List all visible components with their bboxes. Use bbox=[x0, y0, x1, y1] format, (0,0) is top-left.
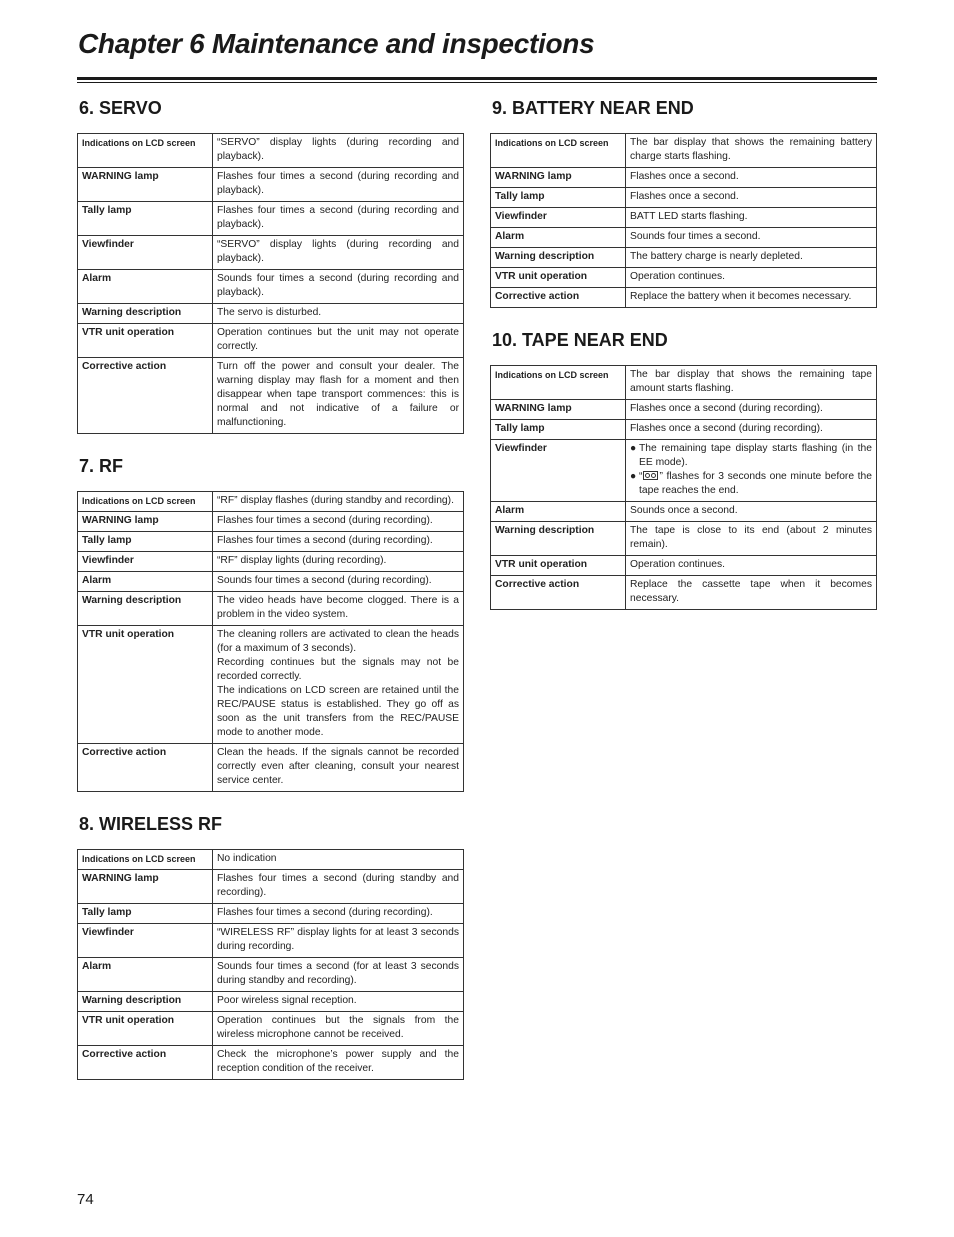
section-tape-near-end bbox=[490, 328, 877, 610]
table-row bbox=[491, 556, 877, 576]
table-row bbox=[78, 1046, 464, 1080]
row-value: Flashes once a second (during recording). bbox=[626, 420, 877, 440]
row-label: Corrective action bbox=[491, 576, 626, 610]
chapter-title: Chapter 6 Maintenance and inspections bbox=[78, 28, 595, 59]
table-row bbox=[78, 850, 464, 870]
left-column bbox=[77, 96, 464, 1100]
row-value: Sounds four times a second (during recording). bbox=[213, 572, 464, 592]
row-value: “SERVO” display lights (during recording and playback). bbox=[213, 134, 464, 168]
row-label: Viewfinder bbox=[491, 208, 626, 228]
table-row bbox=[491, 168, 877, 188]
row-label: VTR unit operation bbox=[78, 324, 213, 358]
row-value: Flashes four times a second (during recording). bbox=[213, 512, 464, 532]
row-label: Alarm bbox=[78, 270, 213, 304]
row-value: The battery charge is nearly depleted. bbox=[626, 248, 877, 268]
row-label: WARNING lamp bbox=[491, 168, 626, 188]
row-label: Corrective action bbox=[491, 288, 626, 308]
table-wireless-rf bbox=[77, 849, 464, 1080]
bullet-dot-icon: ● bbox=[630, 443, 637, 454]
row-label: Alarm bbox=[491, 228, 626, 248]
table-row bbox=[78, 168, 464, 202]
row-value: No indication bbox=[213, 850, 464, 870]
section-servo bbox=[77, 96, 464, 434]
table-servo bbox=[77, 133, 464, 434]
row-label: WARNING lamp bbox=[491, 400, 626, 420]
row-label: Indications on LCD screen bbox=[78, 850, 213, 870]
table-row bbox=[78, 572, 464, 592]
bullet-dot-icon: ● bbox=[630, 471, 637, 482]
row-label: Corrective action bbox=[78, 1046, 213, 1080]
table-row bbox=[78, 1012, 464, 1046]
row-value: Replace the cassette tape when it becomes necessary. bbox=[626, 576, 877, 610]
row-value: Clean the heads. If the signals cannot be recorded correctly even after cleaning, consult your nearest service center. bbox=[213, 744, 464, 792]
section-title-servo: 6. SERVO bbox=[79, 98, 162, 118]
row-label: Indications on LCD screen bbox=[491, 134, 626, 168]
row-value bbox=[626, 440, 877, 502]
page-number: 74 bbox=[77, 1191, 94, 1208]
row-label: Corrective action bbox=[78, 358, 213, 434]
row-label: Warning description bbox=[78, 592, 213, 626]
row-label: Viewfinder bbox=[491, 440, 626, 502]
table-battery-near-end bbox=[490, 133, 877, 308]
row-value: The bar display that shows the remaining battery charge starts flashing. bbox=[626, 134, 877, 168]
table-row bbox=[78, 358, 464, 434]
row-label: Viewfinder bbox=[78, 236, 213, 270]
table-row bbox=[78, 924, 464, 958]
section-battery-near-end bbox=[490, 96, 877, 308]
table-row bbox=[491, 288, 877, 308]
row-value: Flashes four times a second (during recording). bbox=[213, 532, 464, 552]
row-value: The servo is disturbed. bbox=[213, 304, 464, 324]
section-wireless-rf bbox=[77, 812, 464, 1080]
table-row bbox=[78, 744, 464, 792]
table-row bbox=[78, 236, 464, 270]
row-label: Alarm bbox=[491, 502, 626, 522]
table-row bbox=[78, 552, 464, 572]
table-row bbox=[78, 304, 464, 324]
table-row bbox=[491, 440, 877, 502]
bullet-item bbox=[630, 442, 872, 470]
row-value: The bar display that shows the remaining tape amount starts flashing. bbox=[626, 366, 877, 400]
table-row bbox=[78, 592, 464, 626]
table-row bbox=[491, 576, 877, 610]
row-label: Viewfinder bbox=[78, 552, 213, 572]
table-row bbox=[491, 134, 877, 168]
header-rule bbox=[77, 77, 877, 80]
table-row bbox=[78, 870, 464, 904]
header-rule-thin bbox=[77, 82, 877, 83]
table-row bbox=[491, 502, 877, 522]
row-value: The cleaning rollers are activated to clean the heads (for a maximum of 3 seconds). Recording continues but the signals may not be recorded correctly. The indications on LCD screen are retained until the REC/PAUSE status is established. They go off as soon as the unit transfers from the REC/PAUSE mode to another mode. bbox=[213, 626, 464, 744]
row-label: Warning description bbox=[491, 248, 626, 268]
row-value: Replace the battery when it becomes necessary. bbox=[626, 288, 877, 308]
row-label: Tally lamp bbox=[78, 904, 213, 924]
row-value: Sounds four times a second. bbox=[626, 228, 877, 248]
row-label: WARNING lamp bbox=[78, 512, 213, 532]
row-value: “SERVO” display lights (during recording and playback). bbox=[213, 236, 464, 270]
row-value: Sounds four times a second (for at least 3 seconds during standby and recording). bbox=[213, 958, 464, 992]
row-value: Flashes four times a second (during recording). bbox=[213, 904, 464, 924]
bullet-text-rest: ” flashes for 3 seconds one minute before the tape reaches the end. bbox=[639, 471, 872, 496]
table-row bbox=[78, 270, 464, 304]
row-label: Warning description bbox=[491, 522, 626, 556]
row-value: Flashes once a second (during recording). bbox=[626, 400, 877, 420]
row-value: The video heads have become clogged. There is a problem in the video system. bbox=[213, 592, 464, 626]
row-label: Warning description bbox=[78, 992, 213, 1012]
table-row bbox=[78, 324, 464, 358]
table-row bbox=[78, 626, 464, 744]
row-label: WARNING lamp bbox=[78, 168, 213, 202]
row-label: VTR unit operation bbox=[491, 556, 626, 576]
row-label: VTR unit operation bbox=[491, 268, 626, 288]
row-label: Warning description bbox=[78, 304, 213, 324]
row-label: Alarm bbox=[78, 572, 213, 592]
table-tape-near-end bbox=[490, 365, 877, 610]
table-row bbox=[491, 522, 877, 556]
section-title-battery-near-end: 9. BATTERY NEAR END bbox=[492, 98, 694, 118]
right-column bbox=[490, 96, 877, 630]
row-label: Tally lamp bbox=[78, 202, 213, 236]
row-value: Flashes four times a second (during recording and playback). bbox=[213, 202, 464, 236]
section-title-rf: 7. RF bbox=[79, 456, 124, 476]
section-title-wireless-rf: 8. WIRELESS RF bbox=[79, 814, 223, 834]
row-value: Poor wireless signal reception. bbox=[213, 992, 464, 1012]
table-row bbox=[78, 958, 464, 992]
row-value: Sounds once a second. bbox=[626, 502, 877, 522]
row-label: Tally lamp bbox=[491, 420, 626, 440]
bullet-text: The remaining tape display starts flashing (in the EE mode). bbox=[639, 443, 872, 468]
row-value: “WIRELESS RF” display lights for at least 3 seconds during recording. bbox=[213, 924, 464, 958]
row-label: Tally lamp bbox=[491, 188, 626, 208]
table-rf bbox=[77, 491, 464, 792]
table-row bbox=[491, 208, 877, 228]
row-value: Sounds four times a second (during recording and playback). bbox=[213, 270, 464, 304]
row-label: Indications on LCD screen bbox=[78, 134, 213, 168]
row-value: Turn off the power and consult your dealer. The warning display may flash for a moment and then disappear when tape transport commences: this is normal and not indicative of a failure or malfunctioning. bbox=[213, 358, 464, 434]
row-value: Flashes once a second. bbox=[626, 188, 877, 208]
table-row bbox=[491, 420, 877, 440]
bullet-item bbox=[630, 470, 872, 498]
row-value: Check the microphone’s power supply and the reception condition of the receiver. bbox=[213, 1046, 464, 1080]
row-value: BATT LED starts flashing. bbox=[626, 208, 877, 228]
row-label: Indications on LCD screen bbox=[491, 366, 626, 400]
row-label: Viewfinder bbox=[78, 924, 213, 958]
section-rf bbox=[77, 454, 464, 792]
section-title-tape-near-end: 10. TAPE NEAR END bbox=[492, 330, 668, 350]
table-row bbox=[491, 228, 877, 248]
table-row bbox=[491, 248, 877, 268]
cassette-tape-icon bbox=[643, 471, 658, 480]
row-value: Operation continues but the unit may not operate correctly. bbox=[213, 324, 464, 358]
row-label: VTR unit operation bbox=[78, 1012, 213, 1046]
row-label: Alarm bbox=[78, 958, 213, 992]
quote-open: “ bbox=[639, 471, 643, 482]
row-label: Tally lamp bbox=[78, 532, 213, 552]
table-row bbox=[491, 188, 877, 208]
table-row bbox=[78, 904, 464, 924]
row-label: WARNING lamp bbox=[78, 870, 213, 904]
table-row bbox=[78, 512, 464, 532]
row-label: Corrective action bbox=[78, 744, 213, 792]
table-row bbox=[78, 992, 464, 1012]
row-label: Indications on LCD screen bbox=[78, 492, 213, 512]
table-row bbox=[491, 400, 877, 420]
row-value: Flashes four times a second (during standby and recording). bbox=[213, 870, 464, 904]
row-value: Operation continues but the signals from the wireless microphone cannot be received. bbox=[213, 1012, 464, 1046]
row-value: Flashes four times a second (during recording and playback). bbox=[213, 168, 464, 202]
bullet-text bbox=[639, 470, 872, 498]
table-row bbox=[78, 492, 464, 512]
row-value: “RF” display lights (during recording). bbox=[213, 552, 464, 572]
row-value: “RF” display flashes (during standby and recording). bbox=[213, 492, 464, 512]
row-value: The tape is close to its end (about 2 minutes remain). bbox=[626, 522, 877, 556]
table-row bbox=[491, 268, 877, 288]
table-row bbox=[78, 134, 464, 168]
row-label: VTR unit operation bbox=[78, 626, 213, 744]
table-row bbox=[491, 366, 877, 400]
table-row bbox=[78, 532, 464, 552]
row-value: Flashes once a second. bbox=[626, 168, 877, 188]
row-value: Operation continues. bbox=[626, 268, 877, 288]
table-row bbox=[78, 202, 464, 236]
row-value: Operation continues. bbox=[626, 556, 877, 576]
